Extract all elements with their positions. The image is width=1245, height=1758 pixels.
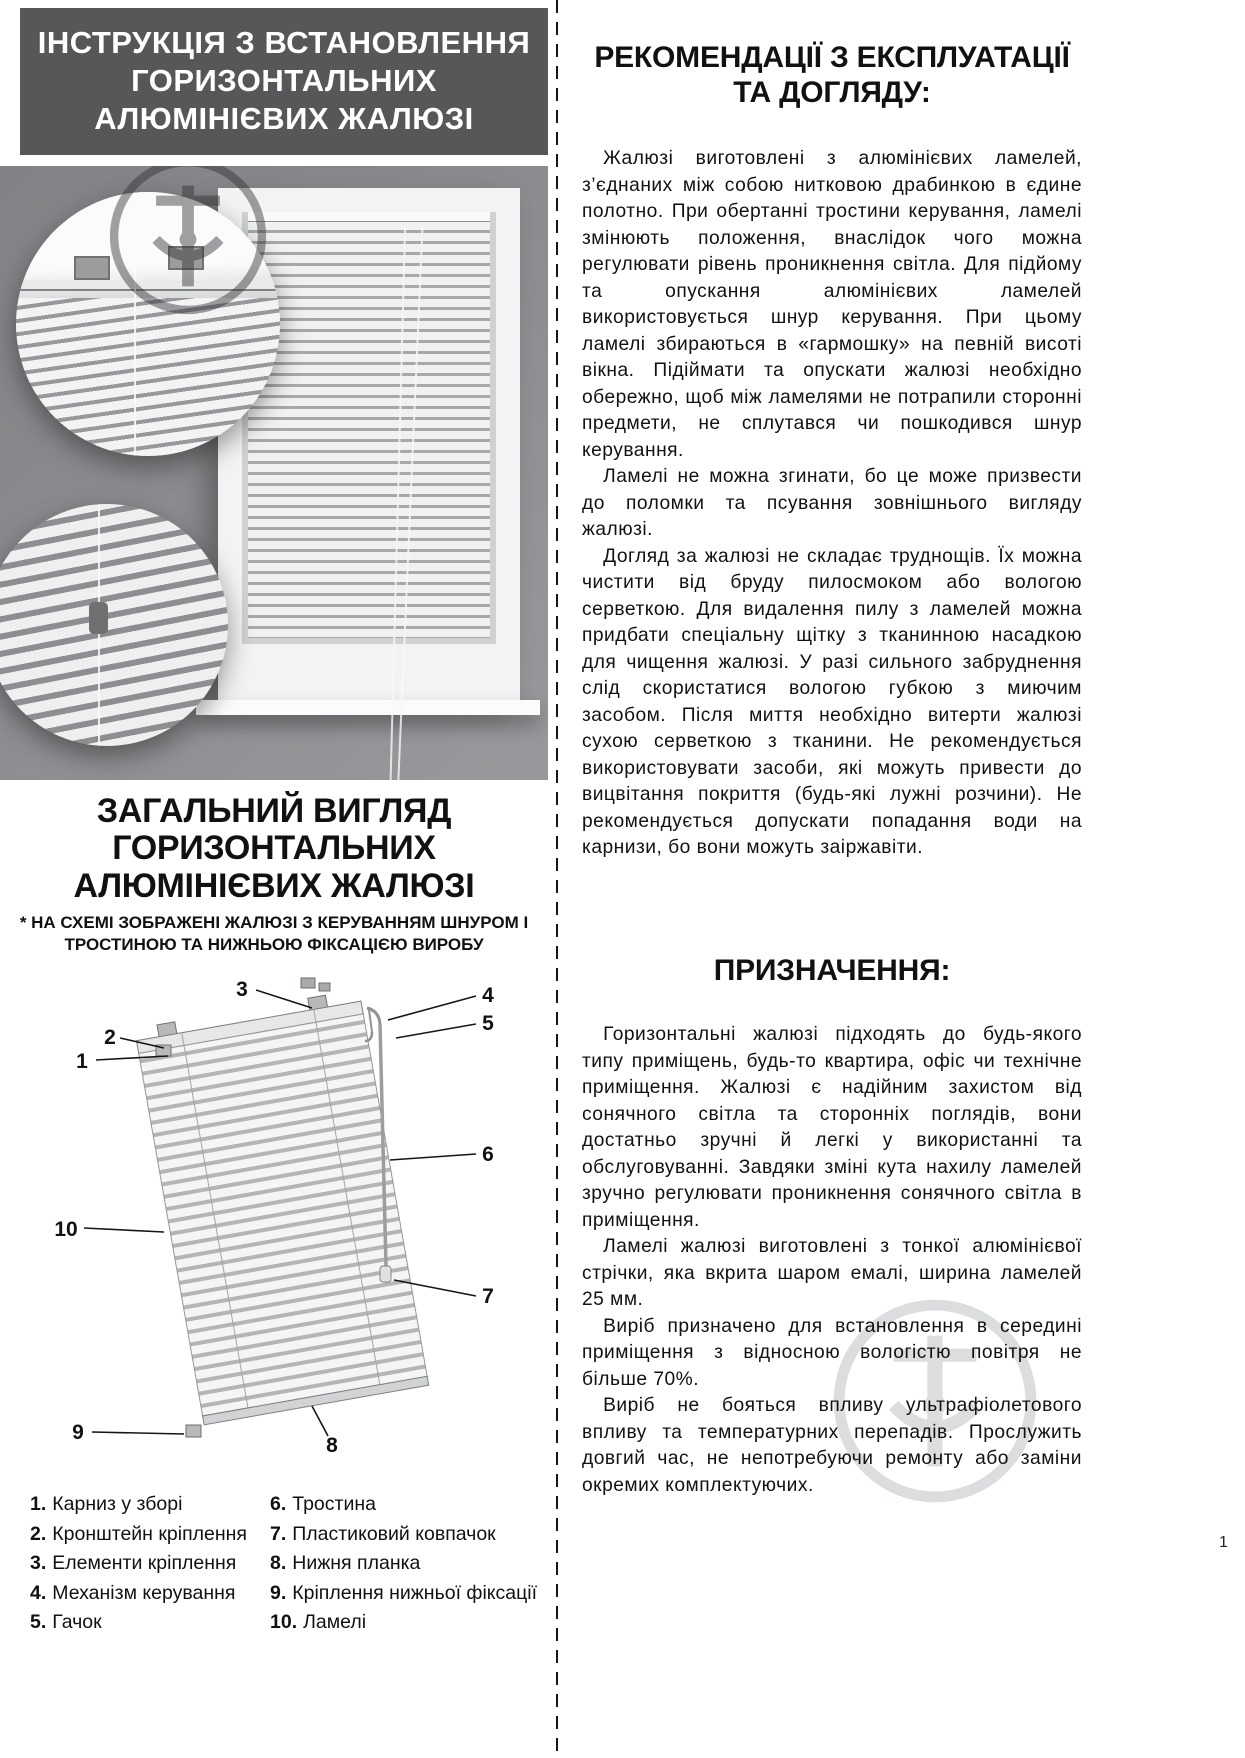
- purpose-paragraph: Виріб призначено для встановлення в середині приміщення з відносною вологістю повітря не більше 70%.: [582, 1315, 1082, 1390]
- schematic-svg: [18, 966, 548, 1480]
- window-glass: [242, 212, 496, 644]
- care-recommendations-text: [582, 146, 1082, 862]
- parts-legend: [30, 1490, 550, 1638]
- legend-item: [30, 1549, 270, 1579]
- legend-label: Нижня планка: [292, 1552, 421, 1574]
- purpose-paragraph: Виріб не бояться впливу ультрафіолетового впливу та температурних перепадів. Прослужить довгий час, не непотребуючи ремонту або заміни окремих комплектуючих.: [582, 1395, 1082, 1496]
- callout-1: 1: [76, 1050, 88, 1073]
- fastener-icon: [319, 983, 330, 991]
- legend-column-2: [270, 1490, 550, 1638]
- callout-8: 8: [326, 1434, 338, 1457]
- purpose-title: ПРИЗНАЧЕННЯ:: [713, 954, 951, 987]
- closeup-inset-slats: [0, 504, 228, 746]
- callout-9: 9: [72, 1421, 84, 1444]
- window-blinds-photo: [0, 166, 548, 780]
- care-paragraph: Жалюзі виготовлені з алюмінієвих ламелей, з’єднаних між собою нитковою драбинкою в єдине полотно. При обертанні тростини керування, ламелі змінюють положення, внаслідок чого можна регулювати рівень проникнення світла. Для підйому та опускання алюмінієвих ламелей використовується шнур керування. При цьому ламелі збираються в «гармошку» на певній висоті вікна. Підіймати та опускати жалюзі необхідно обережно, щоб між ламелями не потрапили сторонні предмети, не сплутався чи пошкодився шнур керування.: [582, 148, 1082, 461]
- legend-item: [30, 1608, 270, 1638]
- legend-label: Пластиковий ковпачок: [292, 1522, 496, 1545]
- legend-item: [270, 1608, 550, 1638]
- cord-knob: [89, 602, 108, 634]
- purpose-paragraph: Ламелі жалюзі виготовлені з тонкої алюмінієвої стрічки, яка вкрита шаром емалі, ширина ламелей 25 мм.: [582, 1236, 1082, 1310]
- brand-watermark-icon: [104, 166, 272, 320]
- care-recommendations-title: РЕКОМЕНДАЦІЇ З ЕКСПЛУАТАЦІЇ ТА ДОГЛЯДУ:: [594, 41, 1070, 110]
- legend-number: 6.: [270, 1493, 287, 1515]
- callout-7: 7: [482, 1285, 494, 1308]
- legend-item: [270, 1579, 550, 1609]
- legend-number: 7.: [270, 1522, 287, 1545]
- callout-6: 6: [482, 1143, 494, 1166]
- care-paragraph: Догляд за жалюзі не складає труднощів. Їх можна чистити від бруду пилосмоком або вологою серветкою. Для видалення пилу з ламелей можна придбати спеціальну щітку з тканинною насадкою для чищення жалюзі. У разі сильного забруднення слід скористатися вологою губкою з миючим засобом. Після миття необхідно витерти жалюзі сухою серветкою з тканини. Не рекомендується використовувати засоби, які можуть привести до вицвітання покриття (будь-які лужні розчини). Не рекомендується допускати попадання води на карнизи, бо вони можуть заіржавіти.: [582, 545, 1082, 858]
- legend-number: 10.: [270, 1611, 298, 1633]
- legend-item: [30, 1490, 270, 1520]
- legend-number: 4.: [30, 1581, 47, 1604]
- legend-item: [30, 1579, 270, 1609]
- legend-label: Ламелі: [303, 1611, 367, 1633]
- callout-2: 2: [104, 1026, 116, 1049]
- legend-label: Елементи кріплення: [52, 1552, 237, 1574]
- installation-header-banner: ІНСТРУКЦІЯ З ВСТАНОВЛЕННЯ ГОРИЗОНТАЛЬНИХ АЛЮМІНІЄВИХ ЖАЛЮЗІ: [20, 8, 548, 155]
- callout-5: 5: [482, 1012, 494, 1035]
- blinds-schematic-diagram: [18, 966, 548, 1480]
- overview-title: ЗАГАЛЬНИЙ ВИГЛЯД ГОРИЗОНТАЛЬНИХ АЛЮМІНІЄВИХ ЖАЛЮЗІ: [73, 792, 475, 905]
- window-sill: [196, 700, 540, 715]
- callout-3: 3: [236, 978, 248, 1001]
- legend-number: 3.: [30, 1552, 47, 1574]
- purpose-paragraph: Горизонтальні жалюзі підходять до будь-якого типу приміщень, будь-то квартира, офіс чи технічне приміщення. Жалюзі є надійним захистом від сонячного світла та сторонніх поглядів, вони достатньо зручні й легкі у використанні та обслуговуванні. Завдяки зміні кута нахилу ламелей зручно регулювати проникнення сонячного світла в приміщення.: [582, 1024, 1082, 1231]
- legend-label: Карниз у зборі: [52, 1493, 183, 1515]
- blinds-slats: [248, 222, 490, 638]
- overview-note: * НА СХЕМІ ЗОБРАЖЕНІ ЖАЛЮЗІ З КЕРУВАННЯМ ШНУРОМ І ТРОСТИНОЮ ТА НИЖНЬОЮ ФІКСАЦІЄЮ ВИРОБУ: [19, 913, 529, 955]
- legend-number: 2.: [30, 1522, 47, 1545]
- legend-label: Гачок: [52, 1611, 102, 1633]
- column-divider-dashed-line: [556, 0, 558, 1758]
- callout-4: 4: [482, 984, 494, 1007]
- legend-item: [270, 1549, 550, 1579]
- legend-number: 1.: [30, 1493, 47, 1515]
- care-paragraph: Ламелі не можна згинати, бо це може призвести до поломки та псування зовнішнього вигляду жалюзі.: [582, 466, 1082, 540]
- legend-item: [30, 1520, 270, 1550]
- legend-item: [270, 1520, 550, 1550]
- legend-label: Механізм керування: [52, 1581, 236, 1604]
- legend-label: Кронштейн кріплення: [52, 1522, 247, 1545]
- bottom-fixation-icon: [186, 1425, 201, 1437]
- purpose-text: [582, 1022, 1082, 1499]
- legend-label: Кріплення нижньої фіксації: [292, 1581, 538, 1604]
- legend-number: 8.: [270, 1552, 287, 1574]
- fastener-icon: [301, 978, 315, 988]
- legend-number: 5.: [30, 1611, 47, 1633]
- legend-column-1: [30, 1490, 270, 1638]
- legend-label: Тростина: [292, 1493, 376, 1515]
- legend-item: [270, 1490, 550, 1520]
- cord: [369, 1010, 372, 1032]
- page-number: 1: [1219, 1534, 1228, 1551]
- blinds-headrail: [248, 212, 490, 222]
- plastic-cap: [380, 1266, 391, 1282]
- legend-number: 9.: [270, 1581, 287, 1604]
- callout-10: 10: [54, 1218, 78, 1241]
